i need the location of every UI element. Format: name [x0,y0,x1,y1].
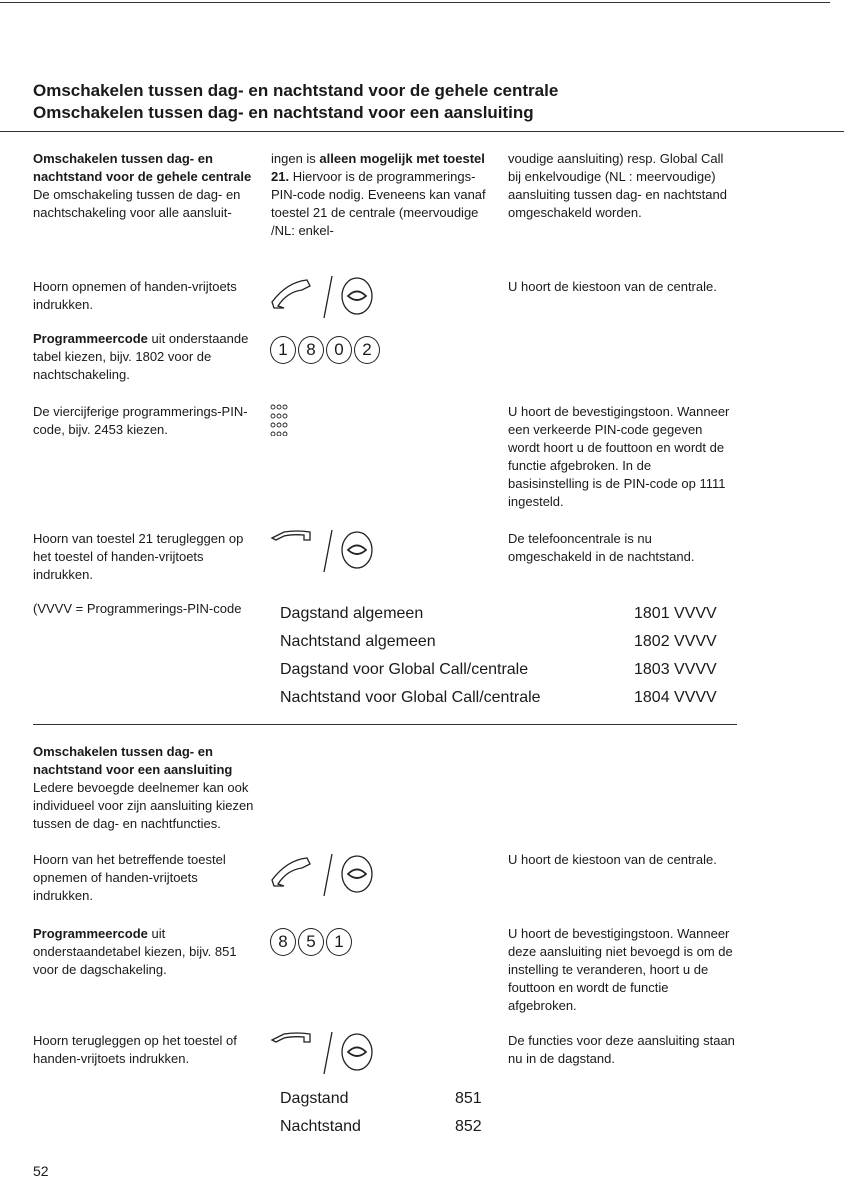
step-text: Hoorn terugleggen op het toestel of handen-vrijtoets indrukken. [33,1033,237,1066]
table-row [280,628,720,656]
bold-text: alleen mogelijk met toestel 21. [271,151,485,184]
step-text: Hoorn van het betreffende toestel opnemen of handen-vrijtoets indrukken. [33,852,226,903]
table-row [280,1113,490,1141]
page-title: Omschakelen tussen dag- en nachtstand voor de gehele centrale [33,81,559,100]
step-text [33,330,258,384]
section1-title: Omschakelen tussen dag- en nachtstand voor de gehele centrale [33,151,252,184]
section2-text: Ledere bevoegde deelnemer kan ook individueel voor zijn aansluiting kiezen tussen de dag- en nachtfuncties. [33,780,254,831]
code: 852 [455,1118,482,1135]
table-row [280,1085,490,1113]
handset-hangup-or-handsfree-icon [262,526,392,581]
page-number: 52 [33,1163,49,1179]
bold-text: Programmeercode [33,331,148,346]
function-label: Dagstand voor Global Call/centrale [280,661,529,678]
pin-note: (VVVV = Programmerings-PIN-code [33,601,242,616]
digit-keys [270,928,354,956]
code: 1801 VVVV [634,605,717,622]
table-row [280,656,720,684]
section1-col3: voudige aansluiting) resp. Global Call bij enkelvoudige (NL : meervoudige) aansluiting tussen dag- en nachtstand omgeschakeld worden. [508,151,727,220]
digit-key: 1 [270,336,296,364]
digit-key: 8 [298,336,324,364]
code-table [280,600,720,712]
step-result: U hoort de bevestigingstoon. Wanneer een verkeerde PIN-code gegeven wordt hoort u de fouttoon en wordt de functie afgebroken. In de basisinstelling is de PIN-code op 1111 ingesteld. [508,404,730,509]
keypad-icon [270,404,290,441]
bold-text: Programmeercode [33,926,148,941]
text: uit onderstaandetabel kiezen, bijv. 851 voor de dagschakeling. [33,926,237,977]
step-result: U hoort de bevestigingstoon. Wanneer deze aansluiting niet bevoegd is om de instelling te veranderen, hoort u de fouttoon en wordt de functie afgebroken. [508,926,733,1013]
code-table [280,1085,490,1141]
step-result: De telefooncentrale is nu omgeschakeld in de nachtstand. [508,531,695,564]
step-result: U hoort de kiestoon van de centrale. [508,279,717,294]
step-result: De functies voor deze aansluiting staan nu in de dagstand. [508,1033,735,1066]
table-row [280,684,720,712]
text: ingen is [271,151,320,166]
step-text: Hoorn opnemen of handen-vrijtoets indrukken. [33,279,237,312]
divider [33,724,737,725]
code: 851 [455,1090,482,1107]
section2-intro [33,743,258,833]
step-result: U hoort de kiestoon van de centrale. [508,852,717,867]
digit-key: 8 [270,928,296,956]
code: 1802 VVVV [634,633,717,650]
step-text: Hoorn van toestel 21 terugleggen op het toestel of handen-vrijtoets indrukken. [33,531,244,582]
digit-key: 0 [326,336,352,364]
function-label: Nachtstand voor Global Call/centrale [280,689,541,706]
section1-intro [33,150,258,222]
page-subtitle: Omschakelen tussen dag- en nachtstand voor een aansluiting [33,103,534,122]
function-label: Dagstand [280,1090,349,1107]
text: Hiervoor is de programmerings-PIN-code nodig. Eveneens kan vanaf toestel 21 de centrale (meervoudige /NL: enkel- [271,169,486,238]
section1-text: De omschakeling tussen de dag- en nachtschakeling voor alle aansluit- [33,187,241,220]
handset-lift-or-handsfree-icon [262,850,392,905]
step-text: De viercijferige programmerings-PIN-code, bijv. 2453 kiezen. [33,404,248,437]
function-label: Dagstand algemeen [280,605,424,622]
function-label: Nachtstand [280,1118,361,1135]
step-text [33,925,258,979]
table-row [280,600,720,628]
digit-key: 5 [298,928,324,956]
digit-key: 2 [354,336,380,364]
section1-col2 [271,150,496,240]
section2-title: Omschakelen tussen dag- en nachtstand voor een aansluiting [33,744,233,777]
handset-lift-or-handsfree-icon [262,272,392,327]
handset-hangup-or-handsfree-icon [262,1028,392,1083]
top-rule [0,2,830,3]
function-label: Nachtstand algemeen [280,633,436,650]
code: 1803 VVVV [634,661,717,678]
digit-key: 1 [326,928,352,956]
code: 1804 VVVV [634,689,717,706]
text: uit onderstaande tabel kiezen, bijv. 1802 voor de nachtschakeling. [33,331,249,382]
divider [0,131,844,132]
digit-keys [270,336,382,364]
